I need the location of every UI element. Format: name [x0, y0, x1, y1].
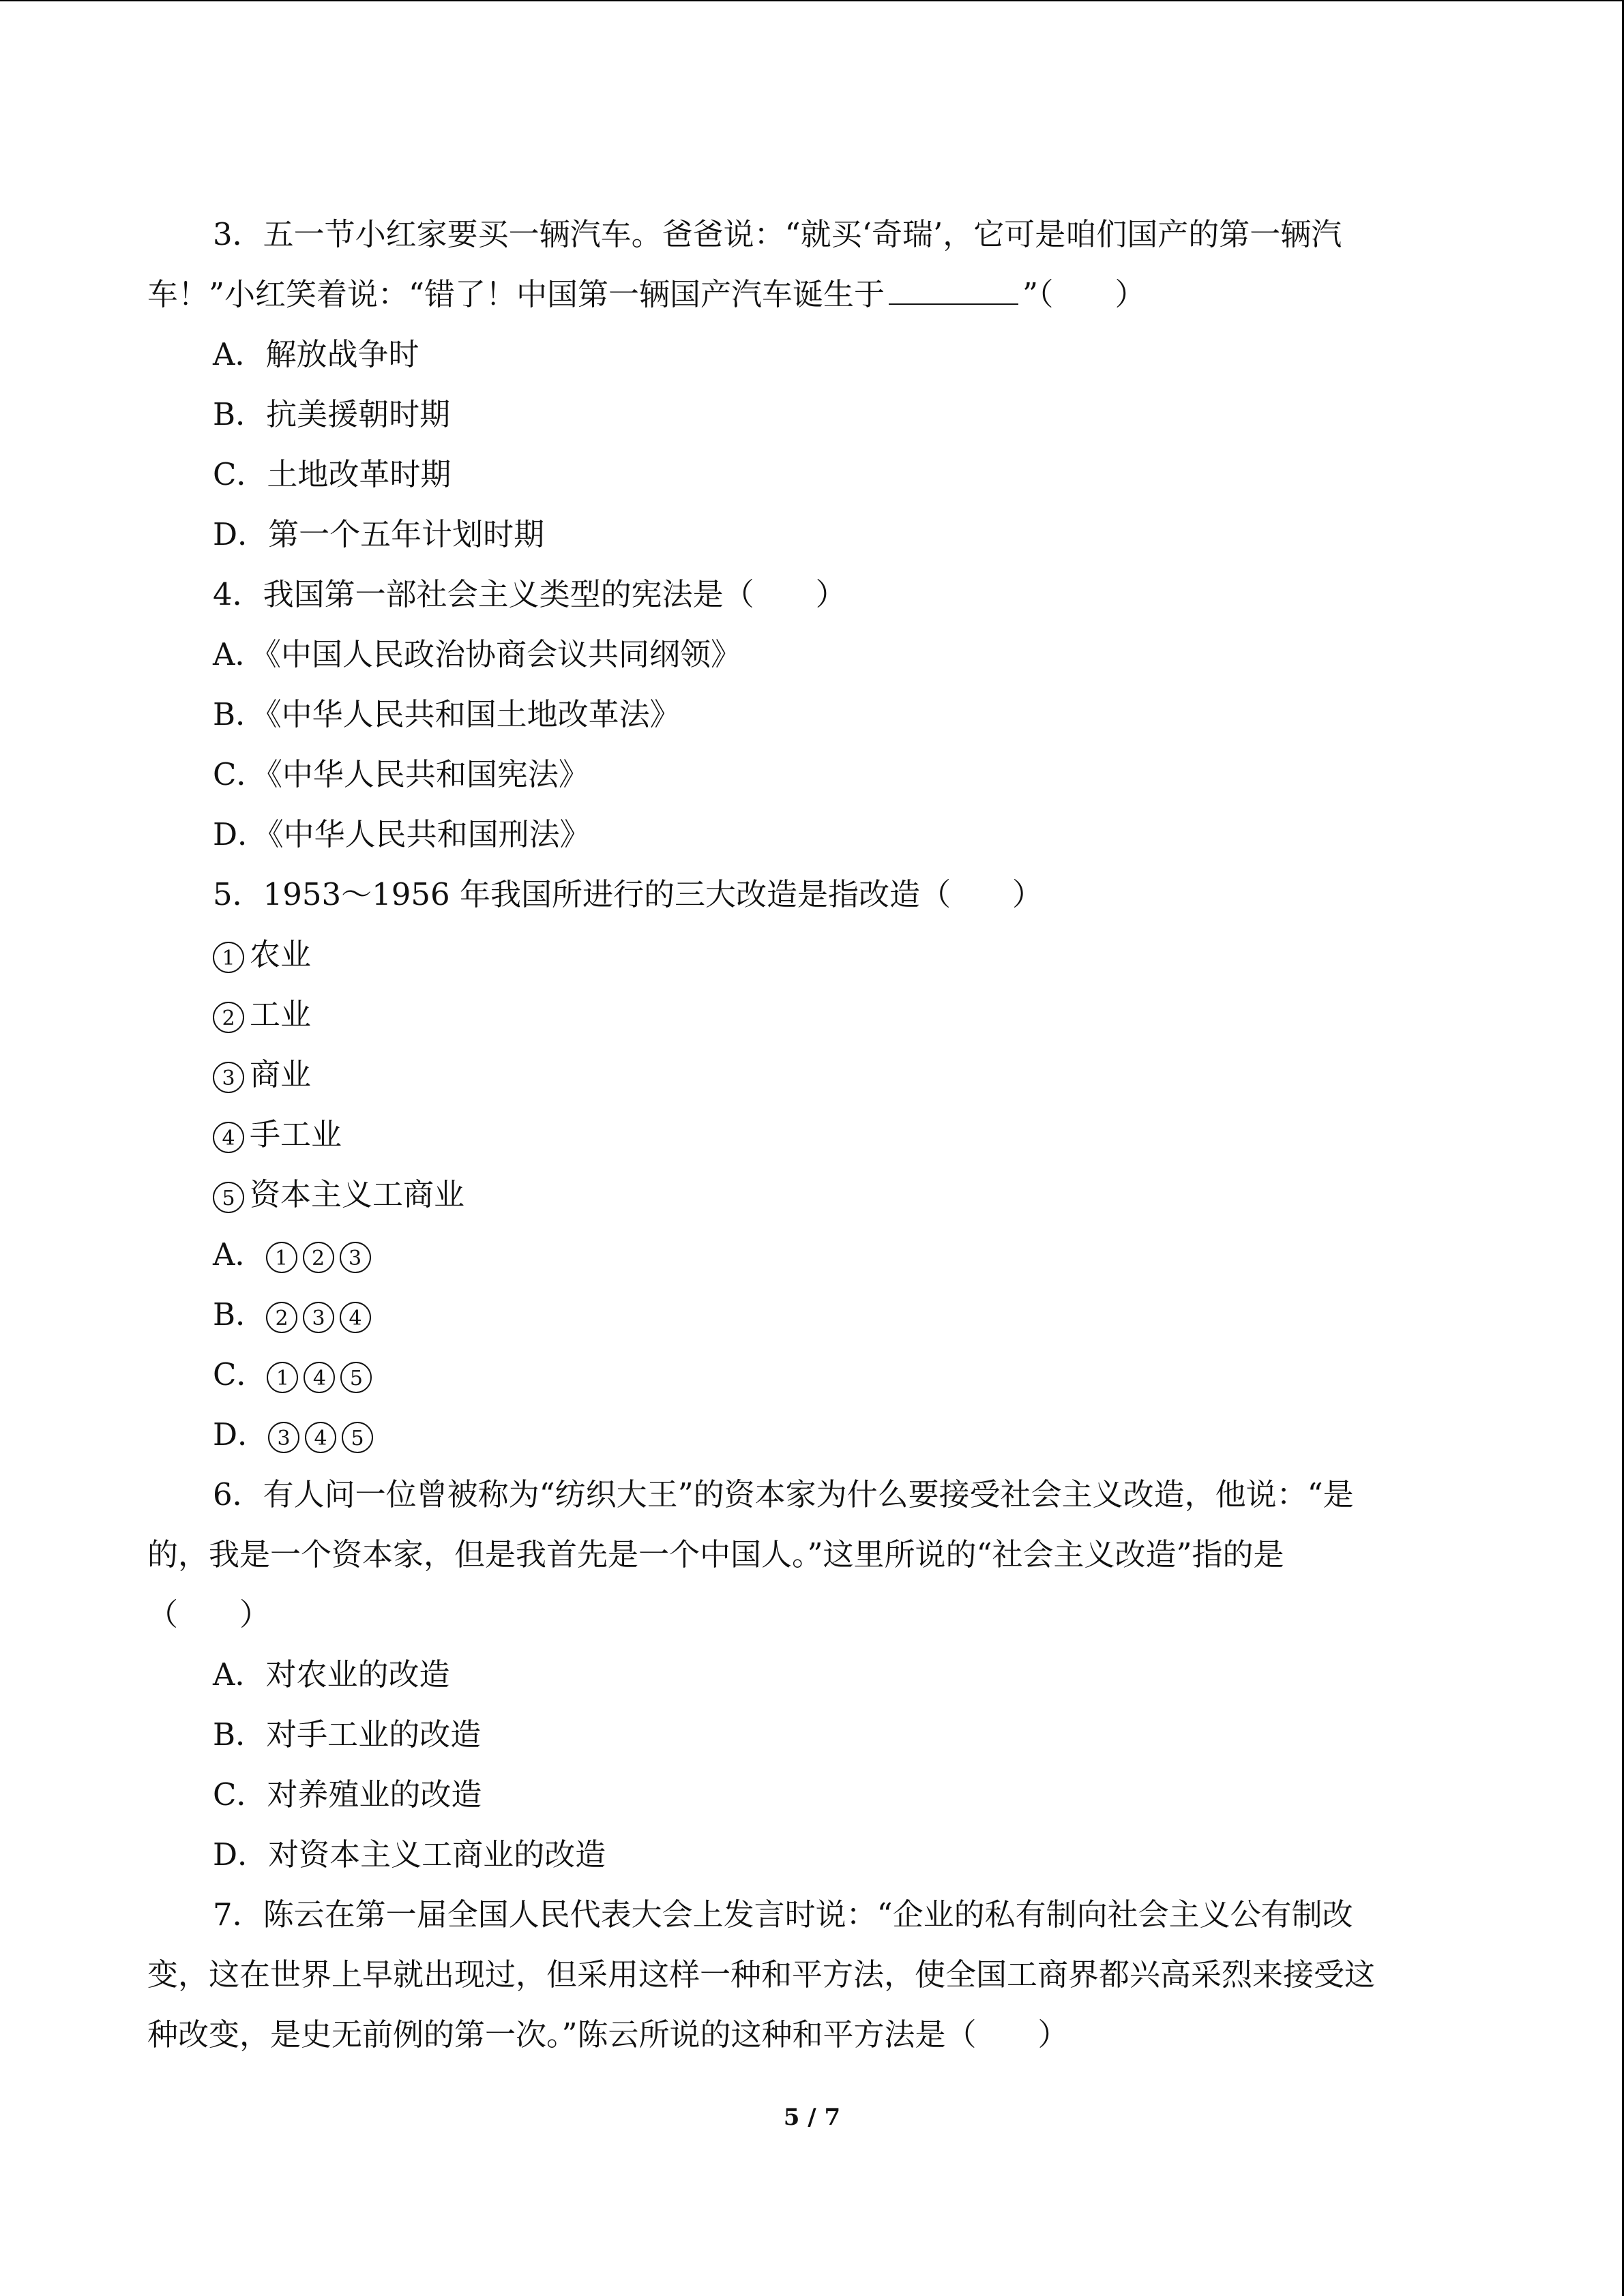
- option-c: [147, 1345, 1477, 1405]
- option-label: A．: [213, 1236, 266, 1272]
- option-b: B．对手工业的改造: [213, 1716, 482, 1753]
- question-7-line-1: 7．陈云在第一届全国人民代表大会上发言时说：“企业的私有制向社会主义公有制改: [213, 1896, 1353, 1933]
- option-b: B．《中华人民共和国土地改革法》: [213, 696, 681, 732]
- circled-number: 3: [213, 1062, 244, 1093]
- option-c: C．土地改革时期: [213, 456, 452, 492]
- option-label: B．: [213, 1296, 267, 1332]
- list-item-text: 农业: [250, 936, 312, 972]
- question-7-line-3: 种改变，是史无前例的第一次。”陈云所说的这种和平方法是（ ）: [147, 2016, 1069, 2053]
- question-5: [147, 865, 1477, 1465]
- question-5-stem: 5．1953～1956 年我国所进行的三大改造是指改造（ ）: [213, 876, 1043, 912]
- circled-number: 3: [303, 1302, 334, 1333]
- circled-number: 1: [213, 942, 244, 973]
- question-4-stem: 4．我国第一部社会主义类型的宪法是（ ）: [213, 576, 846, 612]
- circled-number: 4: [340, 1302, 371, 1333]
- page-number: 5 / 7: [783, 2104, 841, 2131]
- question-3-line-2-text: 车！”小红笑着说：“错了！中国第一辆国产汽车诞生于: [147, 276, 885, 312]
- option-b: B．抗美援朝时期: [213, 396, 451, 432]
- list-item: [147, 985, 1477, 1045]
- circled-number: 5: [213, 1182, 244, 1213]
- option-label: C．: [213, 1356, 267, 1392]
- question-6-line-2: 的，我是一个资本家，但是我首先是一个中国人。”这里所说的“社会主义改造”指的是: [147, 1536, 1284, 1572]
- question-6-line-3: （ ）: [147, 1596, 271, 1632]
- option-d: D．《中华人民共和国刑法》: [213, 816, 591, 852]
- circled-number: 2: [266, 1302, 297, 1333]
- circled-number: 4: [213, 1122, 244, 1153]
- circled-number: 1: [267, 1362, 298, 1393]
- list-item: [147, 1105, 1477, 1165]
- question-4: [147, 565, 1477, 865]
- question-7: [147, 1885, 1477, 2065]
- list-item-text: 商业: [250, 1056, 312, 1092]
- option-b: [147, 1285, 1477, 1345]
- option-a: A．解放战争时: [213, 336, 419, 372]
- circled-number: 3: [268, 1422, 299, 1453]
- circled-number: 1: [266, 1242, 297, 1273]
- circled-number: 5: [342, 1422, 373, 1453]
- list-item-text: 手工业: [250, 1116, 342, 1152]
- question-6-line-1: 6．有人问一位曾被称为“纺织大王”的资本家为什么要接受社会主义改造，他说：“是: [213, 1476, 1354, 1512]
- question-6: [147, 1465, 1477, 1885]
- circled-number: 2: [303, 1242, 334, 1273]
- option-d: D．第一个五年计划时期: [213, 516, 545, 552]
- option-a: [147, 1225, 1477, 1285]
- question-3-answer-paren: ”（ ）: [1022, 276, 1146, 312]
- circled-number: 4: [305, 1422, 336, 1453]
- list-item-text: 工业: [250, 996, 312, 1032]
- answer-blank: [889, 276, 1018, 305]
- option-d: [147, 1405, 1477, 1465]
- list-item: [147, 925, 1477, 985]
- list-item-text: 资本主义工商业: [250, 1176, 465, 1212]
- question-3-line-2: [147, 265, 1477, 325]
- option-c: C．《中华人民共和国宪法》: [213, 756, 589, 792]
- option-d: D．对资本主义工商业的改造: [213, 1836, 606, 1873]
- question-7-line-2: 变，这在世界上早就出现过，但采用这样一种和平方法，使全国工商界都兴高采烈来接受这: [147, 1956, 1376, 1993]
- option-a: A．《中国人民政治协商会议共同纲领》: [213, 636, 741, 672]
- circled-number: 4: [304, 1362, 335, 1393]
- circled-number: 5: [340, 1362, 372, 1393]
- option-a: A．对农业的改造: [213, 1656, 450, 1693]
- question-3-line-1: 3．五一节小红家要买一辆汽车。爸爸说：“就买‘奇瑞’，它可是咱们国产的第一辆汽: [213, 216, 1342, 252]
- document-body: [147, 205, 1477, 2065]
- list-item: [147, 1165, 1477, 1225]
- list-item: [147, 1045, 1477, 1105]
- question-3: [147, 205, 1477, 565]
- circled-number: 2: [213, 1002, 244, 1033]
- circled-number: 3: [340, 1242, 371, 1273]
- option-c: C．对养殖业的改造: [213, 1776, 482, 1813]
- option-label: D．: [213, 1416, 269, 1452]
